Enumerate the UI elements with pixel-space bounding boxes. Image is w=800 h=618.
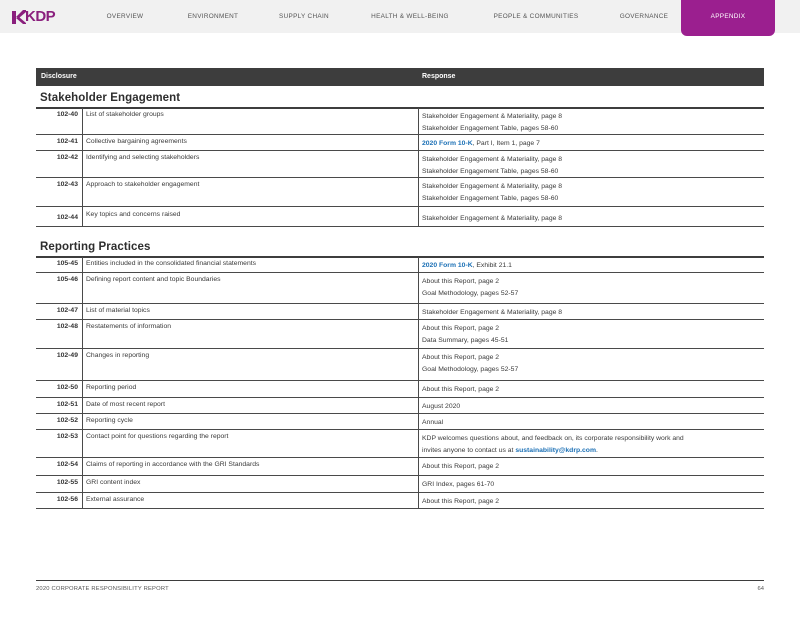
nav-appendix[interactable]: APPENDIX bbox=[681, 0, 775, 36]
disclosure-topic: Collective bargaining agreements bbox=[86, 138, 187, 145]
disclosure-code: 102-40 bbox=[56, 111, 78, 118]
disclosure-code: 102-48 bbox=[56, 323, 78, 330]
response-cell: Stakeholder Engagement & Materiality, page 8 Stakeholder Engagement Table, pages 58-60 bbox=[422, 183, 563, 202]
response-cell: About this Report, page 2 bbox=[422, 386, 500, 393]
disclosure-code: 102-53 bbox=[56, 433, 78, 440]
nav-health-well-being[interactable]: HEALTH & WELL-BEING bbox=[371, 13, 449, 20]
report-title: 2020 CORPORATE RESPONSIBILITY REPORT bbox=[36, 586, 169, 592]
table-row bbox=[36, 493, 764, 509]
nav-environment[interactable]: ENVIRONMENT bbox=[187, 13, 239, 20]
table-row bbox=[36, 178, 764, 207]
nav-governance[interactable]: GOVERNANCE bbox=[619, 13, 669, 20]
table-row bbox=[36, 381, 764, 398]
disclosure-topic: Approach to stakeholder engagement bbox=[86, 181, 200, 188]
response-cell: KDP welcomes questions about, and feedback on, its corporate responsibility work and invites anyone to contact us at sustainability@kdrp.com. bbox=[422, 435, 684, 454]
table-row bbox=[36, 273, 764, 304]
response-cell: August 2020 bbox=[422, 403, 461, 410]
disclosure-topic: Contact point for questions regarding the report bbox=[86, 433, 229, 440]
response-cell: Stakeholder Engagement & Materiality, page 8 Stakeholder Engagement Table, pages 58-60 bbox=[422, 156, 563, 175]
response-cell: GRI Index, pages 61-70 bbox=[422, 481, 495, 488]
form-10k-link[interactable]: 2020 Form 10-K bbox=[422, 262, 473, 269]
nav-supply-chain[interactable]: SUPPLY CHAIN bbox=[279, 13, 329, 20]
disclosure-topic: Identifying and selecting stakeholders bbox=[86, 154, 200, 161]
section-title-reporting-practices: Reporting Practices bbox=[40, 241, 151, 253]
logo-text: KDP bbox=[25, 8, 56, 25]
disclosure-code: 105-45 bbox=[56, 260, 78, 267]
table-row bbox=[36, 151, 764, 178]
response-cell: About this Report, page 2 Goal Methodology, pages 52-57 bbox=[422, 354, 519, 373]
disclosure-topic: List of material topics bbox=[86, 307, 150, 314]
response-cell: 2020 Form 10-K, Exhibit 21.1 bbox=[422, 262, 512, 269]
disclosure-code: 102-50 bbox=[56, 384, 78, 391]
response-cell: 2020 Form 10-K, Part I, Item 1, page 7 bbox=[422, 140, 540, 147]
disclosure-code: 102-42 bbox=[56, 154, 78, 161]
disclosure-code: 102-55 bbox=[56, 479, 78, 486]
response-cell: About this Report, page 2 bbox=[422, 463, 500, 470]
disclosure-code: 102-43 bbox=[56, 181, 78, 188]
table-row bbox=[36, 458, 764, 476]
kdp-logo[interactable] bbox=[12, 9, 55, 25]
table-row bbox=[36, 349, 764, 381]
section-title-stakeholder-engagement: Stakeholder Engagement bbox=[40, 92, 181, 104]
disclosure-topic: External assurance bbox=[86, 496, 145, 503]
response-cell: Annual bbox=[422, 419, 444, 426]
table-row bbox=[36, 320, 764, 349]
table-row bbox=[36, 398, 764, 414]
disclosure-code: 102-51 bbox=[56, 401, 78, 408]
disclosure-code: 105-46 bbox=[56, 276, 78, 283]
nav-overview[interactable]: OVERVIEW bbox=[106, 13, 144, 20]
disclosure-code: 102-52 bbox=[56, 417, 78, 424]
disclosure-topic: Reporting cycle bbox=[86, 417, 133, 424]
disclosure-topic: Key topics and concerns raised bbox=[86, 211, 181, 218]
disclosure-topic: Restatements of information bbox=[86, 323, 172, 330]
response-column-header: Response bbox=[422, 73, 456, 80]
response-cell: Stakeholder Engagement & Materiality, page 8 bbox=[422, 215, 563, 222]
disclosure-column-header: Disclosure bbox=[41, 73, 77, 80]
footer-rule bbox=[36, 580, 764, 581]
response-cell: Stakeholder Engagement & Materiality, page 8 Stakeholder Engagement Table, pages 58-60 bbox=[422, 113, 563, 132]
table-row bbox=[36, 430, 764, 458]
disclosure-code: 102-41 bbox=[56, 138, 78, 145]
disclosure-code: 102-47 bbox=[56, 307, 78, 314]
disclosure-code: 102-49 bbox=[56, 352, 78, 359]
table-row bbox=[36, 207, 764, 227]
table-row bbox=[36, 135, 764, 151]
disclosure-topic: Entities included in the consolidated financial statements bbox=[86, 260, 257, 267]
response-cell: Stakeholder Engagement & Materiality, page 8 bbox=[422, 309, 563, 316]
disclosure-topic: Claims of reporting in accordance with the GRI Standards bbox=[86, 461, 260, 468]
table-row bbox=[36, 304, 764, 320]
disclosure-topic: GRI content index bbox=[86, 479, 141, 486]
table-row bbox=[36, 476, 764, 493]
table-header bbox=[36, 68, 764, 86]
response-cell: About this Report, page 2 Goal Methodology, pages 52-57 bbox=[422, 278, 519, 297]
table-row bbox=[36, 414, 764, 430]
contact-email-link[interactable]: sustainability@kdrp.com bbox=[515, 446, 596, 454]
table-row bbox=[36, 108, 764, 135]
response-cell: About this Report, page 2 Data Summary, pages 45-51 bbox=[422, 325, 509, 344]
disclosure-topic: Defining report content and topic Boundaries bbox=[86, 276, 221, 283]
disclosure-topic: Changes in reporting bbox=[86, 352, 150, 359]
form-10k-link[interactable]: 2020 Form 10-K bbox=[422, 140, 473, 147]
page-number: 64 bbox=[757, 586, 764, 592]
top-navigation bbox=[0, 0, 800, 33]
disclosure-code: 102-54 bbox=[56, 461, 78, 468]
response-cell: About this Report, page 2 bbox=[422, 498, 500, 505]
disclosure-topic: Reporting period bbox=[86, 384, 137, 391]
disclosure-code: 102-44 bbox=[56, 214, 78, 221]
logo-mark-icon bbox=[12, 9, 26, 25]
table-row bbox=[36, 257, 764, 273]
disclosure-code: 102-56 bbox=[56, 496, 78, 503]
disclosure-topic: List of stakeholder groups bbox=[86, 111, 164, 118]
disclosure-topic: Date of most recent report bbox=[86, 401, 165, 408]
nav-people-communities[interactable]: PEOPLE & COMMUNITIES bbox=[493, 13, 579, 20]
